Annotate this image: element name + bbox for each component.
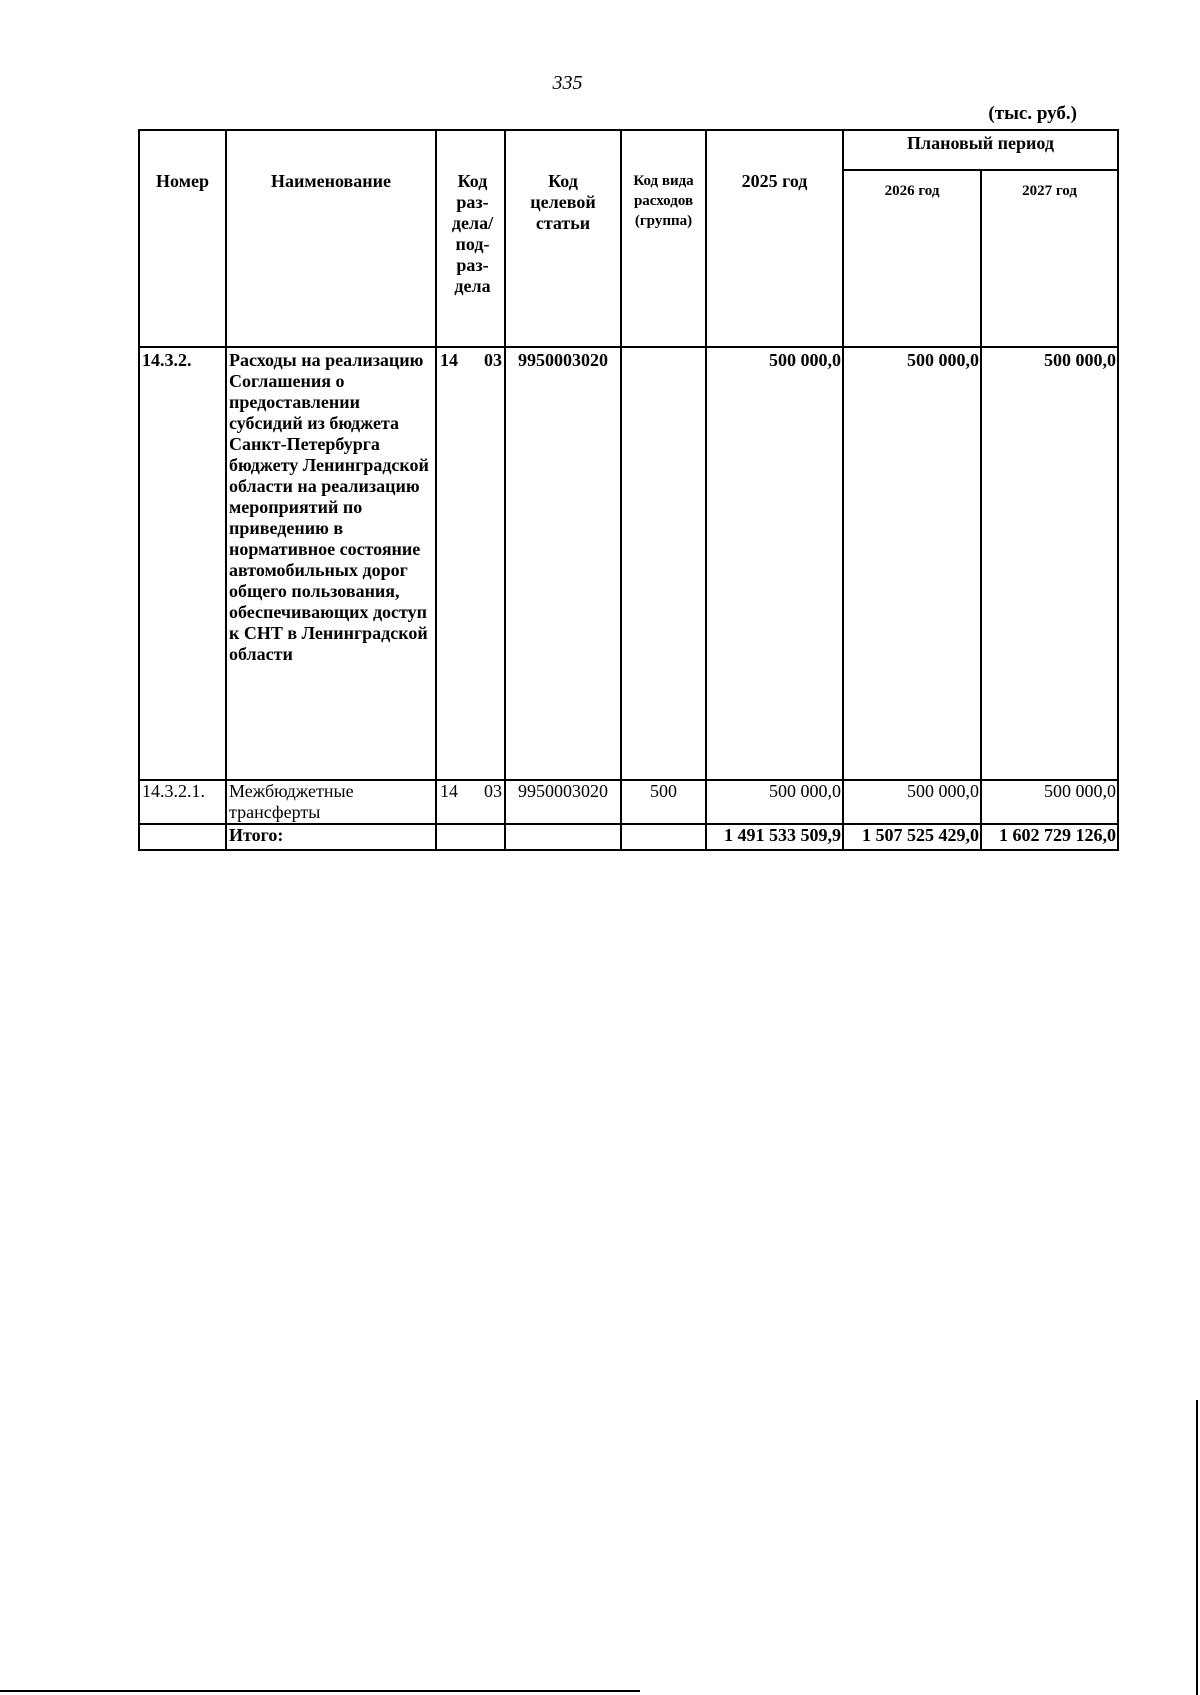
row-target-code: 9950003020 <box>505 347 621 780</box>
row-2027: 500 000,0 <box>981 347 1118 780</box>
header-number: Номер <box>139 130 226 347</box>
table-row <box>139 780 1118 824</box>
scan-edge-right <box>1196 1400 1198 1695</box>
row-section: 14 <box>440 350 458 370</box>
total-2025: 1 491 533 509,9 <box>706 824 843 850</box>
row-expense-type: 500 <box>621 780 706 824</box>
units-label: (тыс. руб.) <box>988 103 1077 124</box>
header-name: Наименование <box>226 130 436 347</box>
total-2026: 1 507 525 429,0 <box>843 824 981 850</box>
header-planned-period: Плановый период <box>843 130 1118 170</box>
header-2026: 2026 год <box>843 170 981 347</box>
header-target-code: Код целевой статьи <box>505 130 621 347</box>
header-2027: 2027 год <box>981 170 1118 347</box>
total-section-empty <box>436 824 505 850</box>
row-2027: 500 000,0 <box>981 780 1118 824</box>
row-2025: 500 000,0 <box>706 347 843 780</box>
header-row-1 <box>139 130 1118 170</box>
total-label: Итого: <box>226 824 436 850</box>
row-target-code: 9950003020 <box>505 780 621 824</box>
table-row <box>139 347 1118 780</box>
total-number-empty <box>139 824 226 850</box>
row-name: Межбюджетные трансферты <box>226 780 436 824</box>
row-expense-type <box>621 347 706 780</box>
page-number: 335 <box>552 72 583 94</box>
row-section-code <box>436 347 505 780</box>
row-number: 14.3.2.1. <box>139 780 226 824</box>
row-subsection: 03 <box>484 781 502 801</box>
header-expense-type: Код вида расходов (группа) <box>621 130 706 347</box>
row-subsection: 03 <box>484 350 502 370</box>
row-section-code <box>436 780 505 824</box>
total-target-empty <box>505 824 621 850</box>
scan-edge-bottom <box>0 1690 640 1692</box>
total-expense-empty <box>621 824 706 850</box>
budget-table <box>138 129 1119 851</box>
row-2025: 500 000,0 <box>706 780 843 824</box>
row-name: Расходы на реализацию Соглашения о предоставлении субсидий из бюджета Санкт-Петербурга бюджету Ленинградской области на реализацию мероприятий по приведению в нормативное состояние автомобильных дорог общего пользования, обеспечивающих доступ к СНТ в Ленинградской области <box>226 347 436 780</box>
row-2026: 500 000,0 <box>843 780 981 824</box>
row-2026: 500 000,0 <box>843 347 981 780</box>
row-section: 14 <box>440 781 458 801</box>
header-section-code: Код раз-дела/ под-раз-дела <box>436 130 505 347</box>
row-number: 14.3.2. <box>139 347 226 780</box>
total-row <box>139 824 1118 850</box>
header-2025: 2025 год <box>706 130 843 347</box>
total-2027: 1 602 729 126,0 <box>981 824 1118 850</box>
